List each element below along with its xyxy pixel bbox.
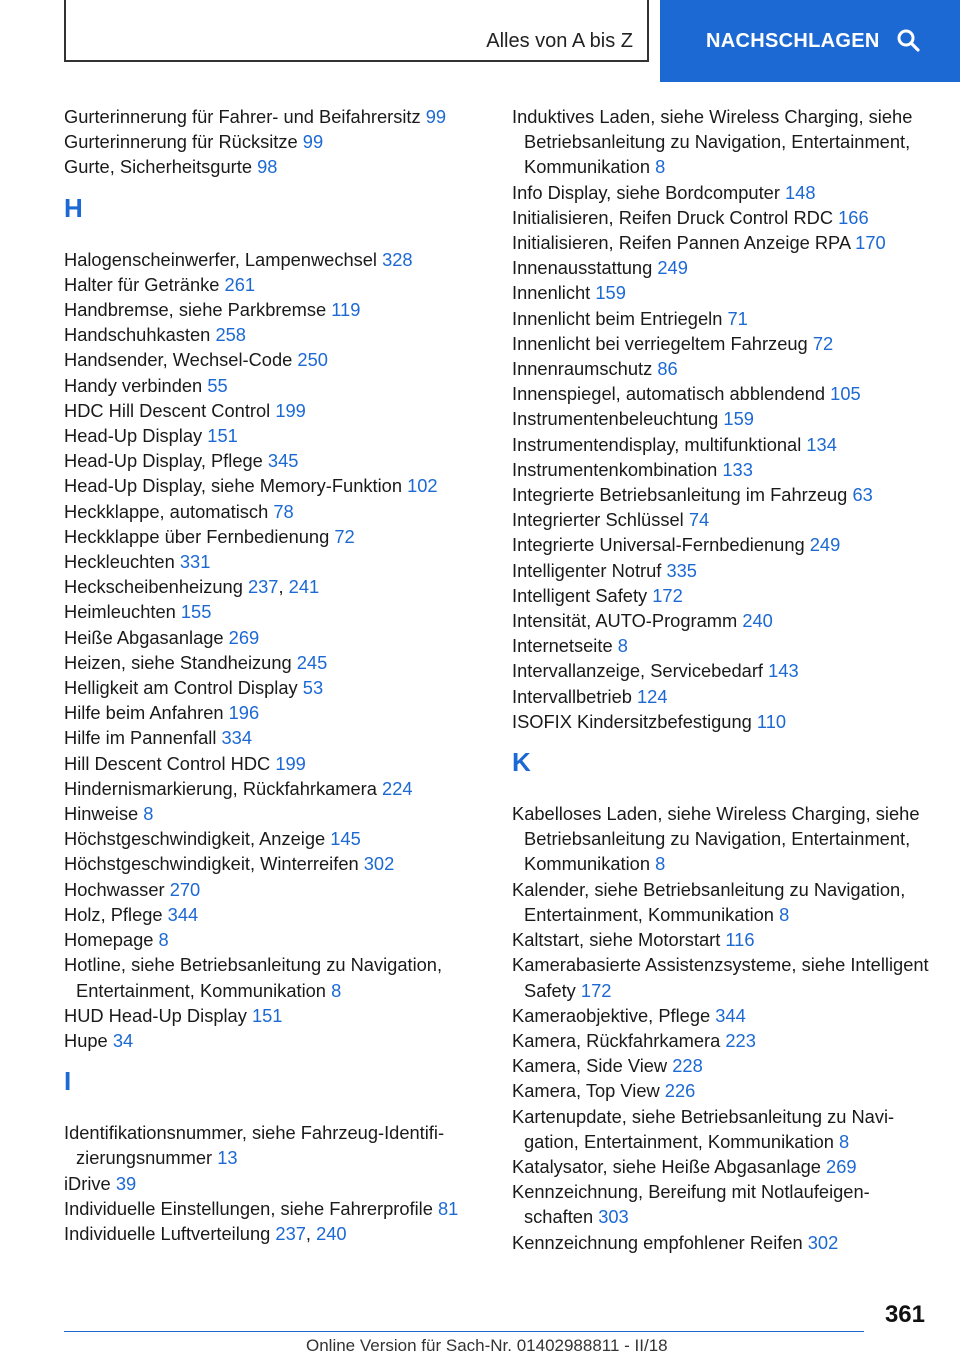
index-entry: [512, 406, 932, 431]
index-entry: [64, 650, 484, 675]
index-column-right: [512, 104, 932, 1255]
index-term: Handy verbinden: [64, 374, 203, 396]
page-link[interactable]: 155: [180, 601, 212, 623]
page-link[interactable]: 269: [826, 1155, 857, 1177]
index-term: Kamera, Side View: [512, 1055, 668, 1077]
index-term: Hindernismarkierung, Rückfahrkamera: [64, 777, 377, 799]
index-term: Hotline, siehe Betriebsanleitung zu Navigation, Entertainment, Kommunikation: [64, 954, 443, 1001]
index-entry: [512, 1104, 932, 1154]
index-entry: [64, 1120, 484, 1170]
page-link[interactable]: 331: [179, 551, 211, 573]
index-term: Hinweise: [64, 803, 139, 825]
index-term: Head-Up Display, Pflege: [64, 450, 263, 472]
index-entry: [64, 801, 484, 826]
page-link[interactable]: 8: [617, 635, 628, 657]
index-term: Integrierter Schlüssel: [512, 509, 684, 531]
page-link[interactable]: 258: [215, 324, 246, 346]
index-term: Kartenupdate, siehe Betriebsanleitung zu Navigation, Entertainment, Kommunikation: [512, 1105, 895, 1152]
page-link[interactable]: 148: [785, 181, 816, 203]
index-term: Innenlicht: [512, 282, 591, 304]
index-entry: [512, 1078, 932, 1103]
index-term: Heizen, siehe Standheizung: [64, 651, 292, 673]
index-entry: [64, 952, 484, 1002]
index-term: Intelligenter Notruf: [512, 559, 662, 581]
index-entry: [64, 322, 484, 347]
index-entry: [64, 599, 484, 624]
index-term: Intervallanzeige, Servicebedarf: [512, 660, 764, 682]
index-entry: [64, 373, 484, 398]
index-entry: [64, 347, 484, 372]
page-link[interactable]: 98: [257, 156, 278, 178]
index-term: Instrumentenbeleuchtung: [512, 408, 719, 430]
index-entry: [512, 507, 932, 532]
index-term: Heckklappe über Fernbedienung: [64, 525, 330, 547]
page-link[interactable]: 119: [331, 299, 361, 321]
page-link[interactable]: 53: [302, 677, 324, 699]
page-link[interactable]: 99: [425, 106, 447, 127]
page-link[interactable]: 172: [580, 979, 612, 1001]
page-link[interactable]: 199: [275, 752, 306, 774]
index-entry: [512, 952, 932, 1002]
index-term: Intelligent Safety: [512, 584, 648, 606]
index-entry: [64, 751, 484, 776]
index-term: Hill Descent Control HDC: [64, 752, 271, 774]
index-entry: [512, 658, 932, 683]
index-term: Innenausstattung: [512, 257, 653, 279]
index-term: Gurte, Sicherheitsgurte: [64, 156, 252, 178]
page-link[interactable]: 81: [438, 1197, 459, 1219]
page-link[interactable]: 151: [251, 1004, 283, 1026]
page-link[interactable]: 145: [330, 828, 361, 850]
page-number: 361: [884, 1301, 925, 1328]
index-term: Heckklappe, automatisch: [64, 500, 269, 522]
index-term: Individuelle Luftverteilung: [64, 1222, 271, 1244]
page-link[interactable]: 105: [830, 383, 861, 405]
section-title: Alles von A bis Z: [486, 30, 633, 52]
index-entry: [64, 549, 484, 574]
index-entry: [512, 432, 932, 457]
index-term: HUD Head-Up Display: [64, 1004, 247, 1026]
online-version-text: Online Version für Sach-Nr. 01402988811 - II/18: [306, 1336, 668, 1355]
page-link[interactable]: 303: [598, 1206, 629, 1228]
index-entry: [64, 1196, 484, 1221]
page-link[interactable]: 170: [855, 232, 886, 254]
nav-label: NACHSCHLAGEN: [706, 30, 880, 52]
index-term: Katalysator, siehe Heiße Abgasanlage: [512, 1155, 821, 1177]
page-link[interactable]: 74: [688, 509, 710, 531]
index-term: Individuelle Einstellungen, siehe Fahrerprofile: [64, 1197, 433, 1219]
index-entry: [512, 104, 932, 180]
page-link[interactable]: 249: [657, 257, 688, 279]
page-link[interactable]: 250: [297, 349, 328, 371]
index-entry: [512, 230, 932, 255]
page-link[interactable]: 8: [655, 853, 666, 875]
page-link[interactable]: 344: [715, 1004, 746, 1026]
index-term: Info Display, siehe Bordcomputer: [512, 181, 780, 203]
index-term: Kaltstart, siehe Motorstart: [512, 929, 721, 951]
index-term: Kamera, Top View: [512, 1080, 660, 1102]
index-term: Kameraobjektive, Pflege: [512, 1004, 711, 1026]
index-entry: [512, 877, 932, 927]
index-term: Hochwasser: [64, 878, 165, 900]
index-term: Hilfe beim Anfahren: [64, 702, 224, 724]
index-term: Kennzeichnung empfohlener Reifen: [512, 1231, 803, 1253]
index-term: Hilfe im Pannenfall: [64, 727, 217, 749]
index-entry: [64, 776, 484, 801]
index-entry: [64, 1171, 484, 1196]
index-entry: [512, 608, 932, 633]
index-term: Handbremse, siehe Parkbremse: [64, 299, 327, 321]
page-link[interactable]: 159: [595, 282, 626, 304]
page-link[interactable]: 245: [296, 651, 328, 673]
index-entry: [64, 675, 484, 700]
page-link[interactable]: 302: [363, 853, 395, 875]
index-term: Gurterinnerung für Rücksitze: [64, 131, 298, 153]
index-entry: [64, 1003, 484, 1028]
index-entry: [512, 306, 932, 331]
index-term: Internetseite: [512, 635, 613, 657]
index-entry: [64, 473, 484, 498]
page-link[interactable]: 345: [267, 450, 299, 472]
index-term: Integrierte Betriebsanleitung im Fahrzeug: [512, 484, 848, 506]
index-entry: [512, 1230, 932, 1255]
index-term: Helligkeit am Control Display: [64, 677, 298, 699]
page-link[interactable]: 8: [839, 1130, 850, 1152]
page-link[interactable]: 237: [247, 576, 279, 598]
page-link[interactable]: 240: [742, 610, 773, 632]
index-entry: [64, 247, 484, 272]
index-term: Kalender, siehe Betriebsanleitung zu Navigation, Entertainment, Kommunikation: [512, 878, 906, 925]
index-term: Intensität, AUTO-Programm: [512, 610, 738, 632]
index-entry: [512, 1179, 932, 1229]
index-entry: [512, 1028, 932, 1053]
index-entry: [64, 423, 484, 448]
page-link[interactable]: 39: [115, 1172, 137, 1194]
page-link[interactable]: 196: [228, 702, 260, 724]
page-link[interactable]: 13: [217, 1147, 238, 1169]
index-entry: [64, 1028, 484, 1053]
index-term: iDrive: [64, 1172, 111, 1194]
index-entry: [512, 280, 932, 305]
index-term: Kamerabasierte Assistenzsysteme, siehe Intelligent Safety: [512, 954, 929, 1001]
index-term: Höchstgeschwindigkeit, Winterreifen: [64, 853, 359, 875]
page-link[interactable]: 335: [666, 559, 697, 581]
index-entry: [64, 524, 484, 549]
page-link[interactable]: 72: [334, 525, 355, 547]
index-term: Gurterinnerung für Fahrer- und Beifahrersitz: [64, 106, 421, 127]
nachschlagen-nav-button[interactable]: [660, 0, 960, 82]
index-term: Head-Up Display: [64, 425, 203, 447]
index-entry: [64, 398, 484, 423]
index-entry: [64, 826, 484, 851]
page-link[interactable]: 228: [672, 1055, 703, 1077]
index-entry: Individuelle Luftverteilung 237, 240: [64, 1222, 347, 1244]
page-link[interactable]: 72: [812, 332, 834, 354]
page-link[interactable]: 151: [207, 425, 238, 447]
index-entry: [512, 255, 932, 280]
index-term: ISOFIX Kindersitzbefestigung: [512, 710, 752, 732]
index-term: Handsender, Wechsel-Code: [64, 349, 293, 371]
page-link[interactable]: 302: [807, 1231, 839, 1253]
section-letter: K: [512, 747, 531, 778]
index-entry: [512, 457, 932, 482]
page-link[interactable]: 63: [852, 484, 873, 506]
section-letter: I: [64, 1066, 72, 1097]
page-link[interactable]: 226: [664, 1080, 696, 1102]
page-link[interactable]: 172: [652, 584, 683, 606]
footer-divider: [64, 1331, 864, 1332]
page-link[interactable]: 269: [228, 626, 260, 648]
index-term: Handschuhkasten: [64, 324, 211, 346]
index-entry: [512, 684, 932, 709]
index-term: Heiße Abgasanlage: [64, 626, 224, 648]
index-term: Kennzeichnung, Bereifung mit Notlaufeigenschaften: [512, 1181, 870, 1228]
index-term: Kamera, Rückfahrkamera: [512, 1029, 721, 1051]
page-link[interactable]: 134: [806, 433, 837, 455]
index-entry: [512, 633, 932, 658]
index-entry: [512, 381, 932, 406]
index-term: Holz, Pflege: [64, 903, 163, 925]
index-term: Höchstgeschwindigkeit, Anzeige: [64, 828, 326, 850]
page-link[interactable]: 334: [221, 727, 253, 749]
page-link[interactable]: 199: [275, 399, 306, 421]
index-term: Heckleuchten: [64, 551, 175, 573]
page-link[interactable]: 344: [167, 903, 199, 925]
index-term: Innenraumschutz: [512, 358, 653, 380]
page-link[interactable]: 78: [273, 500, 294, 522]
page-link[interactable]: 116: [725, 929, 755, 951]
index-entry: [64, 499, 484, 524]
page-link[interactable]: 143: [768, 660, 799, 682]
page-link[interactable]: 270: [169, 878, 201, 900]
index-term: Induktives Laden, siehe Wireless Charging, siehe Betriebsanleitung zu Navigation, Entertainment, Kommunikation: [512, 106, 913, 178]
page-link[interactable]: 102: [407, 475, 438, 497]
page-link[interactable]: 166: [838, 206, 869, 228]
index-entry: [512, 801, 932, 877]
index-term: Heckscheibenheizung: [64, 576, 243, 598]
page-link[interactable]: 8: [143, 803, 154, 825]
page-link[interactable]: 328: [382, 248, 413, 270]
page-link[interactable]: 86: [657, 358, 678, 380]
page-link[interactable]: 8: [331, 979, 342, 1001]
index-term: Initialisieren, Reifen Pannen Anzeige RPA: [512, 232, 851, 254]
index-entry: [512, 180, 932, 205]
index-term: Halogenscheinwerfer, Lampenwechsel: [64, 248, 377, 270]
index-entry: [64, 129, 484, 154]
page-link[interactable]: 8: [158, 929, 169, 951]
index-term: Kabelloses Laden, siehe Wireless Charging, siehe Betriebsanleitung zu Navigation, Entertainment, Kommunikation: [512, 803, 920, 875]
index-term: Innenlicht beim Entriegeln: [512, 307, 723, 329]
index-entry: [64, 104, 484, 129]
page-link[interactable]: 249: [809, 534, 841, 556]
index-entry: [64, 851, 484, 876]
index-column-left: [64, 104, 484, 1246]
index-entry: [512, 205, 932, 230]
index-entry: [64, 902, 484, 927]
index-entry: [512, 927, 932, 952]
header-section-box: [64, 0, 649, 62]
page-link[interactable]: 71: [727, 307, 748, 329]
index-term: Hupe: [64, 1029, 108, 1051]
index-entry: [512, 356, 932, 381]
page-link[interactable]: 124: [637, 685, 668, 707]
index-term: Instrumentenkombination: [512, 458, 718, 480]
index-term: Halter für Getränke: [64, 273, 220, 295]
page-link[interactable]: 110: [756, 710, 787, 732]
page-link[interactable]: 55: [207, 374, 228, 396]
index-entry: [512, 331, 932, 356]
page-link[interactable]: 240: [316, 1222, 347, 1244]
index-entry: [64, 877, 484, 902]
index-entry: [512, 1053, 932, 1078]
index-term: Intervallbetrieb: [512, 685, 632, 707]
search-icon: [896, 28, 920, 52]
page-link[interactable]: 8: [655, 156, 666, 178]
index-entry: [64, 448, 484, 473]
page-link[interactable]: 237: [275, 1222, 306, 1244]
page-link[interactable]: 241: [288, 576, 320, 598]
page-link[interactable]: 159: [723, 408, 754, 430]
index-entry: [64, 700, 484, 725]
section-letter: H: [64, 192, 83, 223]
page-link[interactable]: 34: [112, 1029, 134, 1051]
page-link[interactable]: 133: [722, 458, 753, 480]
index-term: Identifikationsnummer, siehe Fahrzeug-Identifizierungsnummer: [64, 1122, 445, 1169]
index-term: Instrumentendisplay, multifunktional: [512, 433, 802, 455]
index-entry: [512, 558, 932, 583]
index-term: Innenspiegel, automatisch abblendend: [512, 383, 826, 405]
index-entry: [64, 725, 484, 750]
index-term: Heimleuchten: [64, 601, 176, 623]
index-entry: [64, 927, 484, 952]
index-entry: [512, 1003, 932, 1028]
index-entry: Heckscheibenheizung 237, 241: [64, 576, 320, 598]
page-link[interactable]: 8: [779, 903, 790, 925]
index-term: Head-Up Display, siehe Memory-Funktion: [64, 475, 402, 497]
page-link[interactable]: 99: [302, 131, 324, 153]
index-term: Integrierte Universal-Fernbedienung: [512, 534, 805, 556]
index-entry: [64, 154, 484, 179]
index-entry: [512, 583, 932, 608]
index-entry: [512, 532, 932, 557]
index-entry: [64, 272, 484, 297]
index-entry: [512, 709, 932, 734]
page-link[interactable]: 224: [382, 777, 413, 799]
page-link[interactable]: 223: [725, 1029, 756, 1051]
index-entry: [512, 482, 932, 507]
index-entry: [512, 1154, 932, 1179]
page-link[interactable]: 261: [224, 273, 256, 295]
index-term: Innenlicht bei verriegeltem Fahrzeug: [512, 332, 808, 354]
index-term: Initialisieren, Reifen Druck Control RDC: [512, 206, 834, 228]
index-term: HDC Hill Descent Control: [64, 399, 271, 421]
index-entry: [64, 297, 484, 322]
index-entry: [64, 625, 484, 650]
index-term: Homepage: [64, 929, 154, 951]
